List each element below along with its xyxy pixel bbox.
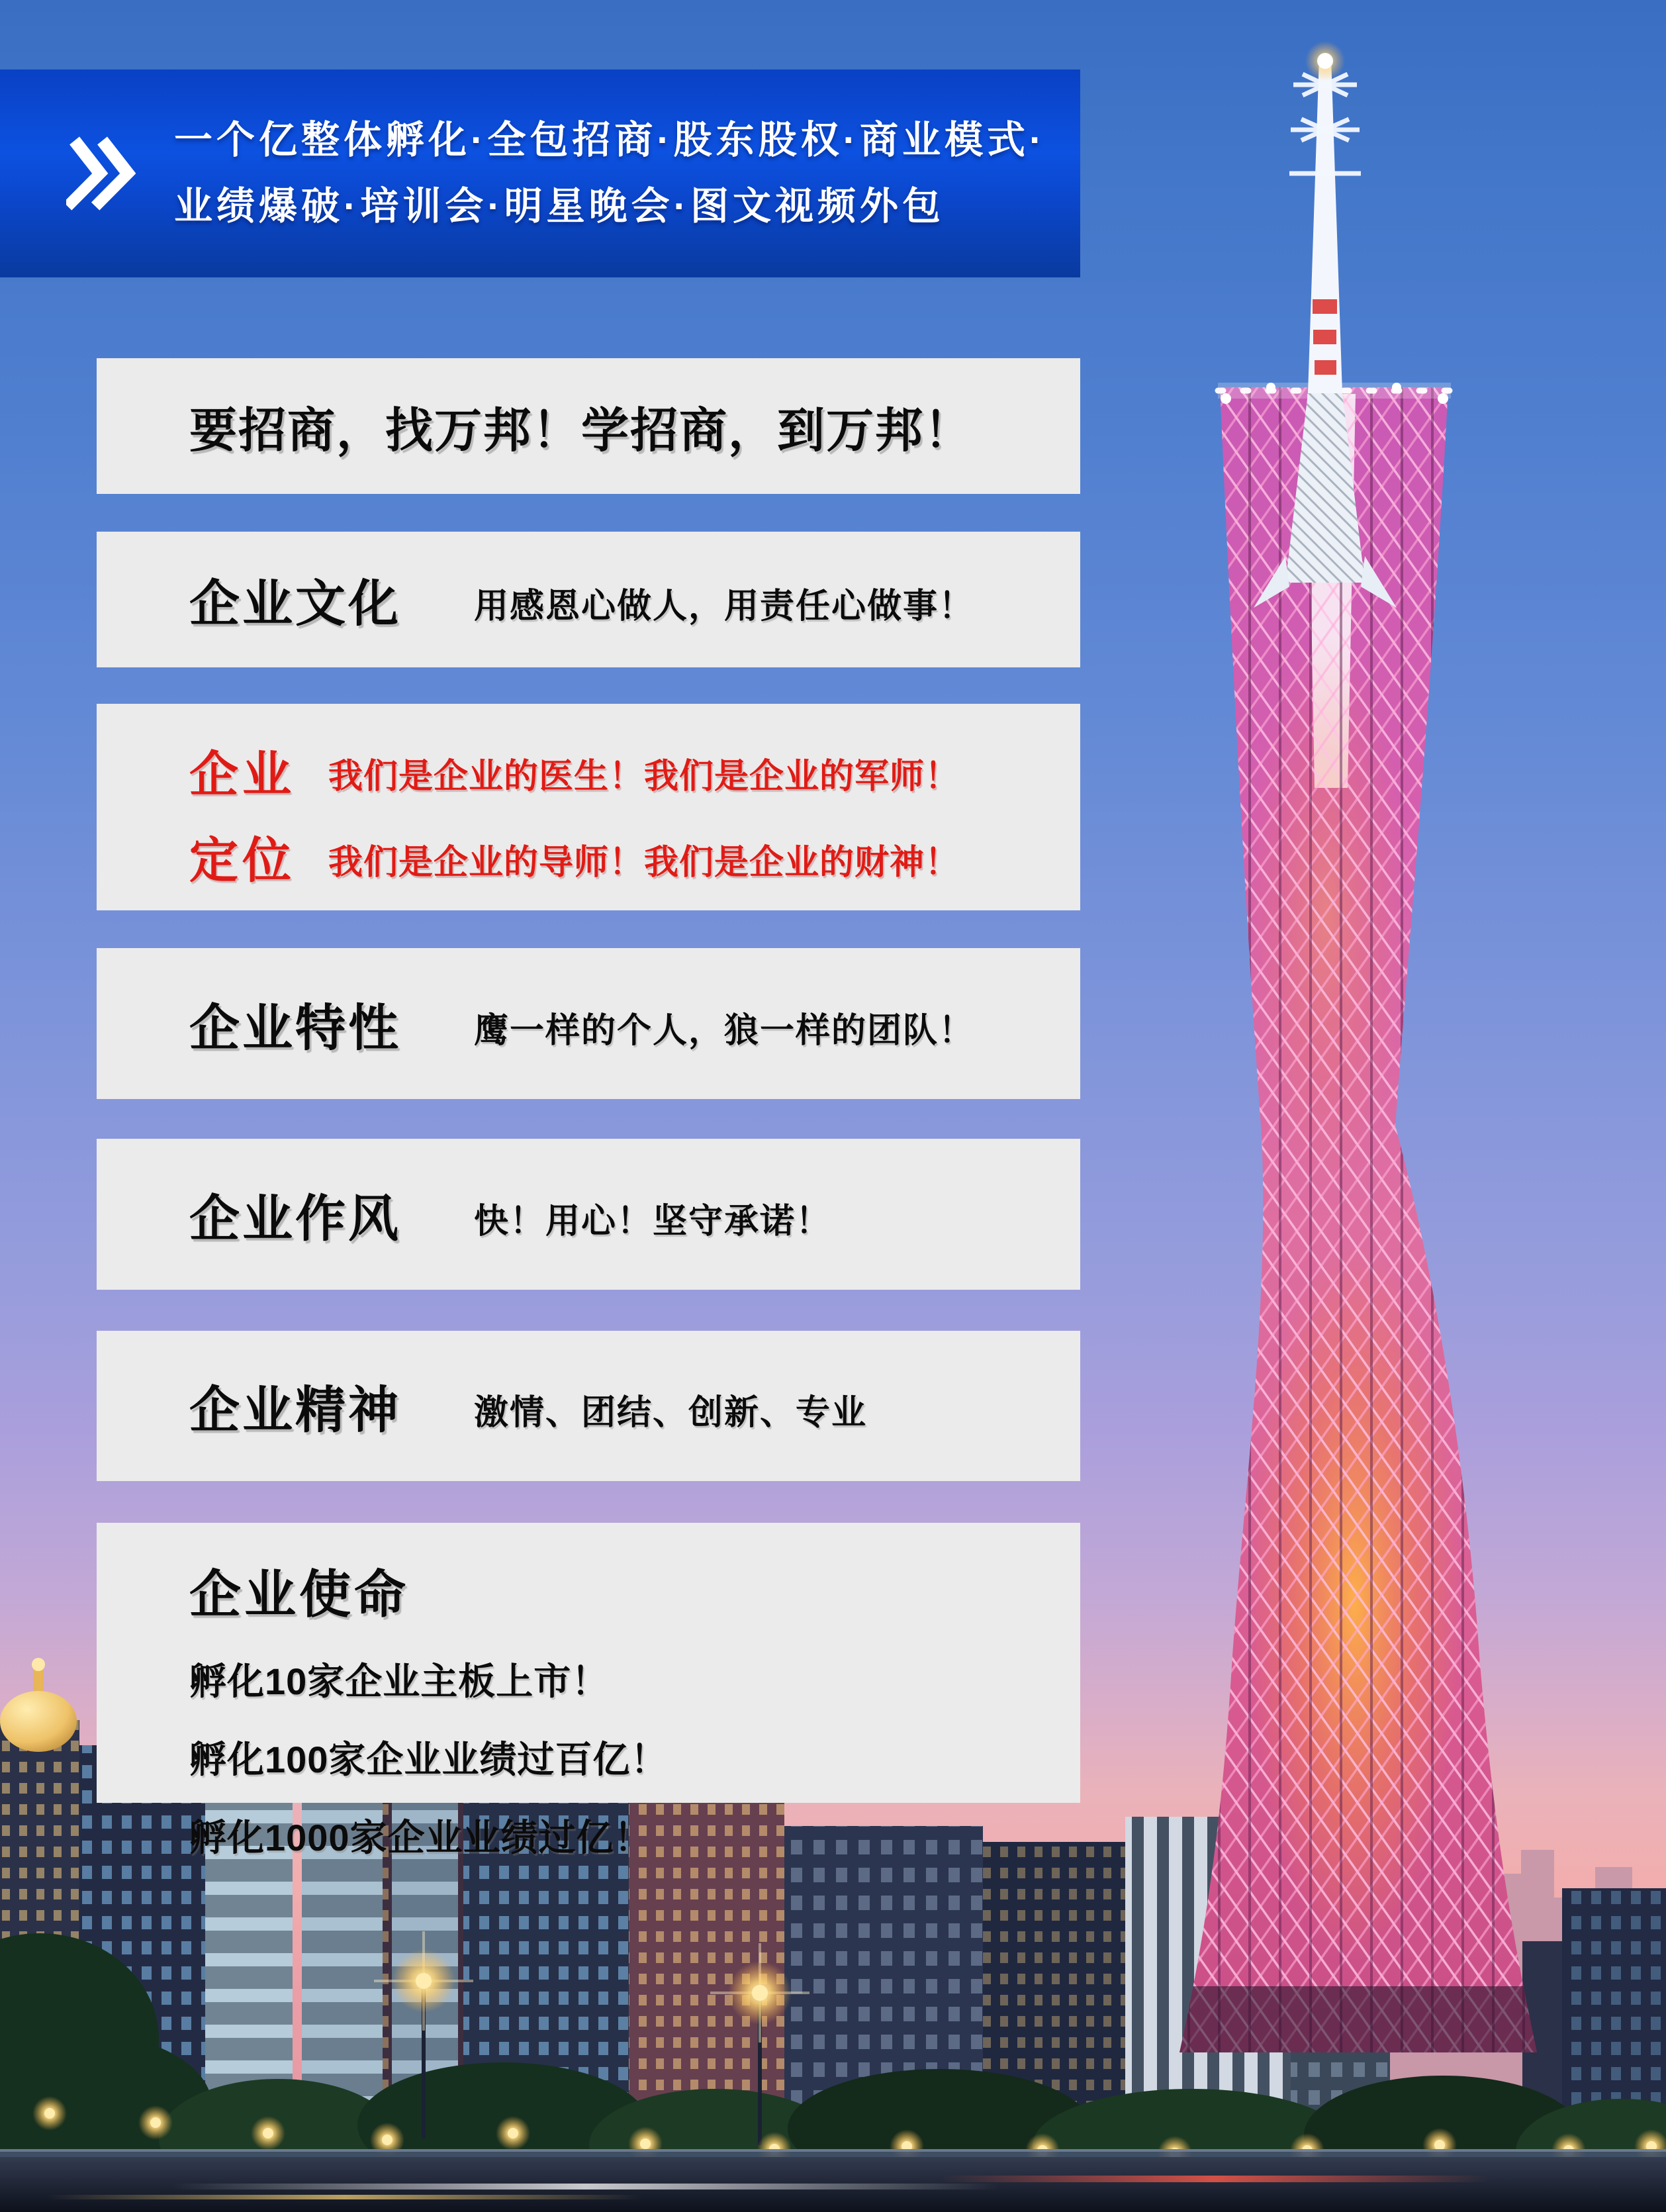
slogan-text: 要招商，找万邦！学招商，到万邦！ <box>189 404 974 457</box>
spirit-subtitle: 激情、团结、创新、专业 <box>474 1394 868 1432</box>
style-box <box>97 1139 1080 1290</box>
banner-line-2: 业绩爆破·培训会·明星晚会·图文视频外包 <box>174 185 945 228</box>
banner-line-1: 一个亿整体孵化·全包招商·股东股权·商业模式· <box>174 119 1046 162</box>
culture-subtitle: 用感恩心做人，用责任心做事！ <box>474 587 975 626</box>
positioning-row-2 <box>189 820 1080 893</box>
traits-box <box>97 948 1080 1099</box>
traits-title: 企业特性 <box>189 1000 401 1057</box>
culture-title: 企业文化 <box>189 576 401 632</box>
positioning-title-line1: 企业 <box>189 747 295 802</box>
double-chevron-icon <box>66 134 136 213</box>
spirit-box <box>97 1331 1080 1481</box>
positioning-line1: 我们是企业的医生！我们是企业的军师！ <box>328 757 960 796</box>
mission-box <box>97 1523 1080 1858</box>
culture-box <box>97 532 1080 667</box>
positioning-box <box>97 704 1080 910</box>
mission-line-1: 孵化10家企业主板上市！ <box>189 1660 610 1702</box>
services-banner <box>0 70 1080 277</box>
positioning-row-1 <box>189 734 1080 807</box>
banner-text <box>174 107 1046 240</box>
golden-dome <box>0 1691 77 1752</box>
mission-line-3: 孵化1000家企业业绩过亿！ <box>189 1817 652 1858</box>
spirit-title: 企业精神 <box>189 1382 401 1439</box>
mission-title: 企业使命 <box>189 1565 410 1623</box>
traits-subtitle: 鹰一样的个人，狼一样的团队！ <box>474 1011 975 1050</box>
positioning-line2: 我们是企业的导师！我们是企业的财神！ <box>328 843 960 882</box>
slogan-box <box>97 358 1080 494</box>
road <box>0 2149 1666 2212</box>
style-title: 企业作风 <box>189 1190 401 1247</box>
positioning-title-line2: 定位 <box>189 833 295 888</box>
mission-line-2: 孵化100家企业业绩过百亿！ <box>189 1739 669 1780</box>
style-subtitle: 快！用心！坚守承诺！ <box>474 1202 832 1241</box>
canton-tower <box>1152 41 1575 2059</box>
